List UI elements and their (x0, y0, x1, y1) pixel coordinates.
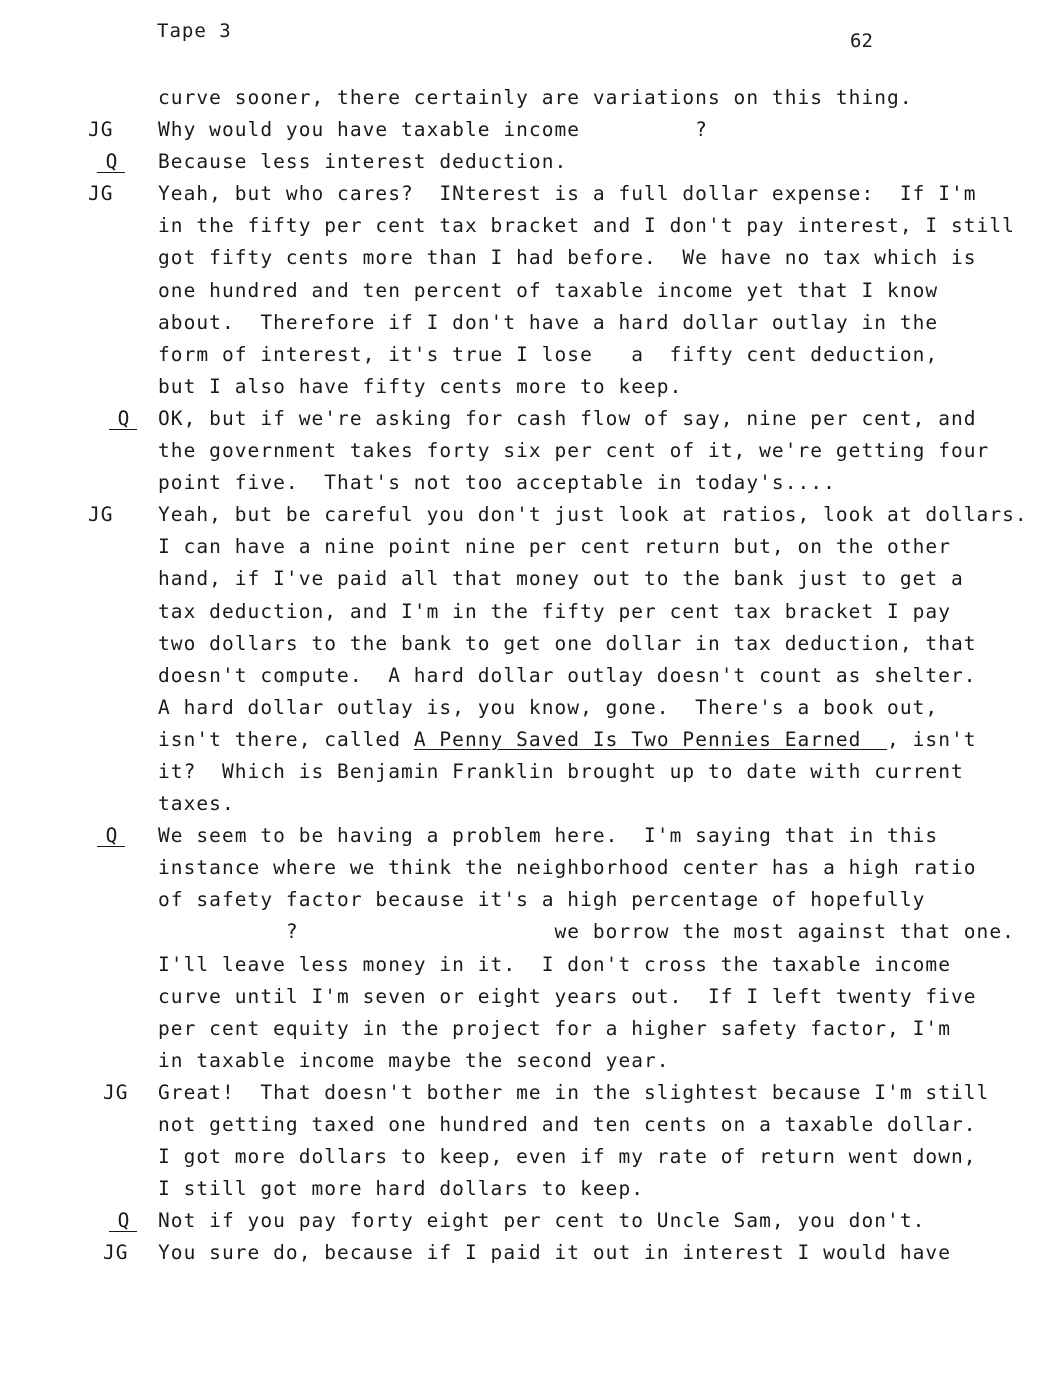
line-text-after-title: , isn't (887, 727, 977, 751)
transcript-line (0, 981, 1064, 1013)
transcript-line (0, 788, 1064, 820)
speaker-label: JG (88, 182, 114, 206)
speaker-label: JG (103, 1080, 129, 1104)
transcript-line (0, 1013, 1064, 1045)
transcript-line (0, 1237, 1064, 1269)
line-text: curve until I'm seven or eight years out. If I left twenty five (158, 984, 977, 1008)
tape-label: Tape 3 (157, 20, 232, 42)
line-text: it? Which is Benjamin Franklin brought up to date with current (158, 759, 964, 783)
line-text: instance where we think the neighborhood center has a high ratio (158, 856, 977, 880)
line-text: the government takes forty six per cent of it, we're getting four (158, 439, 990, 463)
line-text: I'll leave less money in it. I don't cross the taxable income (158, 952, 951, 976)
speaker-label: Q (88, 820, 134, 852)
line-text: A hard dollar outlay is, you know, gone. There's a book out, (158, 695, 939, 719)
transcript-line (0, 1045, 1064, 1077)
transcript-line (0, 467, 1064, 499)
line-text-before-title: isn't there, called (158, 727, 414, 751)
line-text: We seem to be having a problem here. I'm saying that in this (158, 824, 939, 848)
line-text: Yeah, but who cares? INterest is a full dollar expense: If I'm (158, 182, 977, 206)
transcript-line (0, 1077, 1064, 1109)
transcript-line (0, 371, 1064, 403)
transcript-line (0, 692, 1064, 724)
transcript-line (0, 1109, 1064, 1141)
transcript-body (0, 82, 1064, 1269)
transcript-line (0, 1173, 1064, 1205)
transcript-line (0, 499, 1064, 531)
transcript-line (0, 242, 1064, 274)
transcript-line (0, 628, 1064, 660)
line-text: Great! That doesn't bother me in the slightest because I'm still (158, 1080, 990, 1104)
line-text: You sure do, because if I paid it out in interest I would have (158, 1241, 951, 1265)
line-text: doesn't compute. A hard dollar outlay doesn't count as shelter. (158, 663, 977, 687)
transcript-line (0, 114, 1064, 146)
line-text (158, 724, 977, 756)
line-text: Yeah, but be careful you don't just look at ratios, look at dollars. (158, 503, 1028, 527)
line-text: Because less interest deduction. (158, 150, 568, 174)
line-text: point five. That's not too acceptable in today's.... (158, 471, 836, 495)
line-text: ? we borrow the most against that one. (158, 920, 1015, 944)
line-text: in taxable income maybe the second year. (158, 1048, 670, 1072)
transcript-line (0, 1205, 1064, 1237)
line-text: form of interest, it's true I lose a fifty cent deduction, (158, 342, 939, 366)
transcript-line (0, 531, 1064, 563)
line-text: one hundred and ten percent of taxable income yet that I know (158, 278, 939, 302)
line-text: taxes. (158, 792, 235, 816)
line-text: OK, but if we're asking for cash flow of say, nine per cent, and (158, 406, 977, 430)
line-text: Not if you pay forty eight per cent to Uncle Sam, you don't. (158, 1209, 926, 1233)
transcript-line (0, 563, 1064, 595)
page-number: 62 (850, 30, 873, 52)
transcript-line (0, 435, 1064, 467)
line-text: I got more dollars to keep, even if my rate of return went down, (158, 1145, 977, 1169)
line-text: curve sooner, there certainly are variations on this thing. (158, 86, 913, 109)
transcript-line (0, 1141, 1064, 1173)
transcript-line (0, 916, 1064, 948)
line-text: got fifty cents more than I had before. We have no tax which is (158, 246, 977, 270)
transcript-line (0, 275, 1064, 307)
line-text: in the fifty per cent tax bracket and I don't pay interest, I still (158, 214, 1015, 238)
transcript-line (0, 307, 1064, 339)
transcript-line (0, 756, 1064, 788)
transcript-line (0, 178, 1064, 210)
transcript-line (0, 949, 1064, 981)
line-text: I can have a nine point nine per cent return but, on the other (158, 535, 951, 559)
speaker-label: Q (88, 146, 134, 178)
transcript-line (0, 852, 1064, 884)
speaker-label: Q (100, 1205, 146, 1237)
transcript-line (0, 210, 1064, 242)
transcript-line (0, 339, 1064, 371)
transcript-line (0, 596, 1064, 628)
speaker-label: JG (88, 118, 114, 142)
line-text: about. Therefore if I don't have a hard dollar outlay in the (158, 310, 939, 334)
transcript-line (0, 884, 1064, 916)
line-text: of safety factor because it's a high percentage of hopefully (158, 888, 926, 912)
transcript-line (0, 403, 1064, 435)
line-text: hand, if I've paid all that money out to the bank just to get a (158, 567, 964, 591)
book-title: A Penny Saved Is Two Pennies Earned (413, 727, 888, 751)
transcript-line (0, 724, 1064, 756)
line-text: but I also have fifty cents more to keep. (158, 374, 683, 398)
speaker-label: Q (100, 403, 146, 435)
transcript-line (0, 82, 1064, 114)
line-text: tax deduction, and I'm in the fifty per cent tax bracket I pay (158, 599, 951, 623)
line-text: per cent equity in the project for a higher safety factor, I'm (158, 1016, 951, 1040)
line-text: I still got more hard dollars to keep. (158, 1177, 645, 1201)
line-text: two dollars to the bank to get one dollar in tax deduction, that (158, 631, 977, 655)
speaker-label: JG (103, 1241, 129, 1265)
speaker-label: JG (88, 503, 114, 527)
line-text: Why would you have taxable income ? (158, 118, 708, 142)
line-text: not getting taxed one hundred and ten cents on a taxable dollar. (158, 1113, 977, 1136)
transcript-line (0, 820, 1064, 852)
transcript-line (0, 660, 1064, 692)
transcript-line (0, 146, 1064, 178)
